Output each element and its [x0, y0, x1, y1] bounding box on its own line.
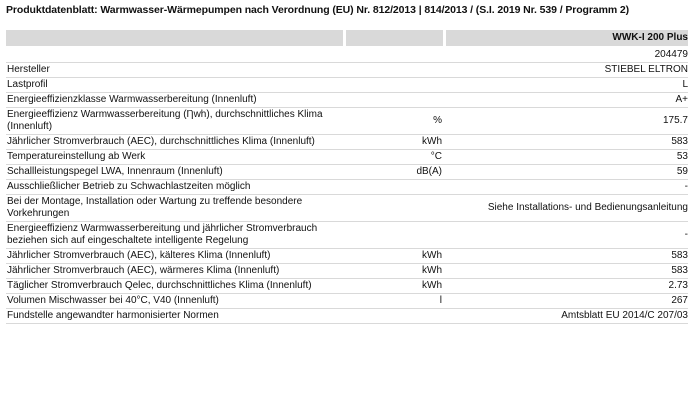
row-value: 583	[444, 264, 688, 279]
row-unit	[344, 93, 444, 108]
table-row	[6, 222, 688, 249]
row-value: 267	[444, 294, 688, 309]
row-unit: kWh	[344, 264, 444, 279]
table-row	[6, 309, 688, 324]
row-unit: kWh	[344, 279, 444, 294]
header-label-cell	[6, 30, 344, 47]
row-label: Fundstelle angewandter harmonisierter Normen	[6, 309, 344, 324]
header-unit-cell	[344, 30, 444, 47]
row-value: L	[444, 78, 688, 93]
table-row	[6, 264, 688, 279]
row-unit	[344, 78, 444, 93]
article-number: 204479	[444, 47, 688, 63]
row-value: 59	[444, 165, 688, 180]
row-label: Jährlicher Stromverbrauch (AEC), wärmeres Klima (Innenluft)	[6, 264, 344, 279]
row-value: 175.7	[444, 108, 688, 135]
row-value: STIEBEL ELTRON	[444, 63, 688, 78]
table-row	[6, 279, 688, 294]
row-value: 53	[444, 150, 688, 165]
row-unit	[344, 222, 444, 249]
article-label-cell	[6, 47, 344, 63]
row-value: Siehe Installations- und Bedienungsanleitung	[444, 195, 688, 222]
row-label: Volumen Mischwasser bei 40°C, V40 (Innenluft)	[6, 294, 344, 309]
row-label: Ausschließlicher Betrieb zu Schwachlastzeiten möglich	[6, 180, 344, 195]
row-label: Hersteller	[6, 63, 344, 78]
page-title: Produktdatenblatt: Warmwasser-Wärmepumpen nach Verordnung (EU) Nr. 812/2013 | 814/2013 / (S.I. 2019 Nr. 539 / Programm 2)	[6, 4, 630, 16]
row-label: Jährlicher Stromverbrauch (AEC), durchschnittliches Klima (Innenluft)	[6, 135, 344, 150]
row-label: Energieeffizienzklasse Warmwasserbereitung (Innenluft)	[6, 93, 344, 108]
table-row	[6, 165, 688, 180]
table-row	[6, 135, 688, 150]
row-label: Lastprofil	[6, 78, 344, 93]
table-row	[6, 294, 688, 309]
product-name: WWK-I 200 Plus	[444, 30, 688, 47]
row-value: Amtsblatt EU 2014/C 207/03	[444, 309, 688, 324]
table-row	[6, 63, 688, 78]
row-unit	[344, 309, 444, 324]
row-unit	[344, 195, 444, 222]
table-row	[6, 78, 688, 93]
article-number-row	[6, 47, 688, 63]
row-label: Täglicher Stromverbrauch Qelec, durchschnittliches Klima (Innenluft)	[6, 279, 344, 294]
table-row	[6, 93, 688, 108]
datasheet-table	[6, 30, 688, 324]
row-label: Schallleistungspegel LWA, Innenraum (Innenluft)	[6, 165, 344, 180]
row-value: A+	[444, 93, 688, 108]
row-unit: dB(A)	[344, 165, 444, 180]
row-unit: kWh	[344, 135, 444, 150]
row-label: Energieeffizienz Warmwasserbereitung (Ƞwh), durchschnittliches Klima (Innenluft)	[6, 108, 344, 135]
row-unit	[344, 63, 444, 78]
row-unit: %	[344, 108, 444, 135]
row-unit	[344, 180, 444, 195]
table-row	[6, 249, 688, 264]
table-row	[6, 195, 688, 222]
article-unit-cell	[344, 47, 444, 63]
row-unit: °C	[344, 150, 444, 165]
header-row	[6, 30, 688, 47]
table-row	[6, 150, 688, 165]
row-label: Energieeffizienz Warmwasserbereitung und jährlicher Stromverbrauch beziehen sich auf eingeschaltete intelligente Regelung	[6, 222, 344, 249]
row-value: -	[444, 222, 688, 249]
row-value: 583	[444, 135, 688, 150]
row-value: -	[444, 180, 688, 195]
row-label: Jährlicher Stromverbrauch (AEC), kälteres Klima (Innenluft)	[6, 249, 344, 264]
row-label: Bei der Montage, Installation oder Wartung zu treffende besondere Vorkehrungen	[6, 195, 344, 222]
table-row	[6, 108, 688, 135]
row-unit: kWh	[344, 249, 444, 264]
row-label: Temperatureinstellung ab Werk	[6, 150, 344, 165]
row-unit: l	[344, 294, 444, 309]
row-value: 2.73	[444, 279, 688, 294]
row-value: 583	[444, 249, 688, 264]
table-row	[6, 180, 688, 195]
